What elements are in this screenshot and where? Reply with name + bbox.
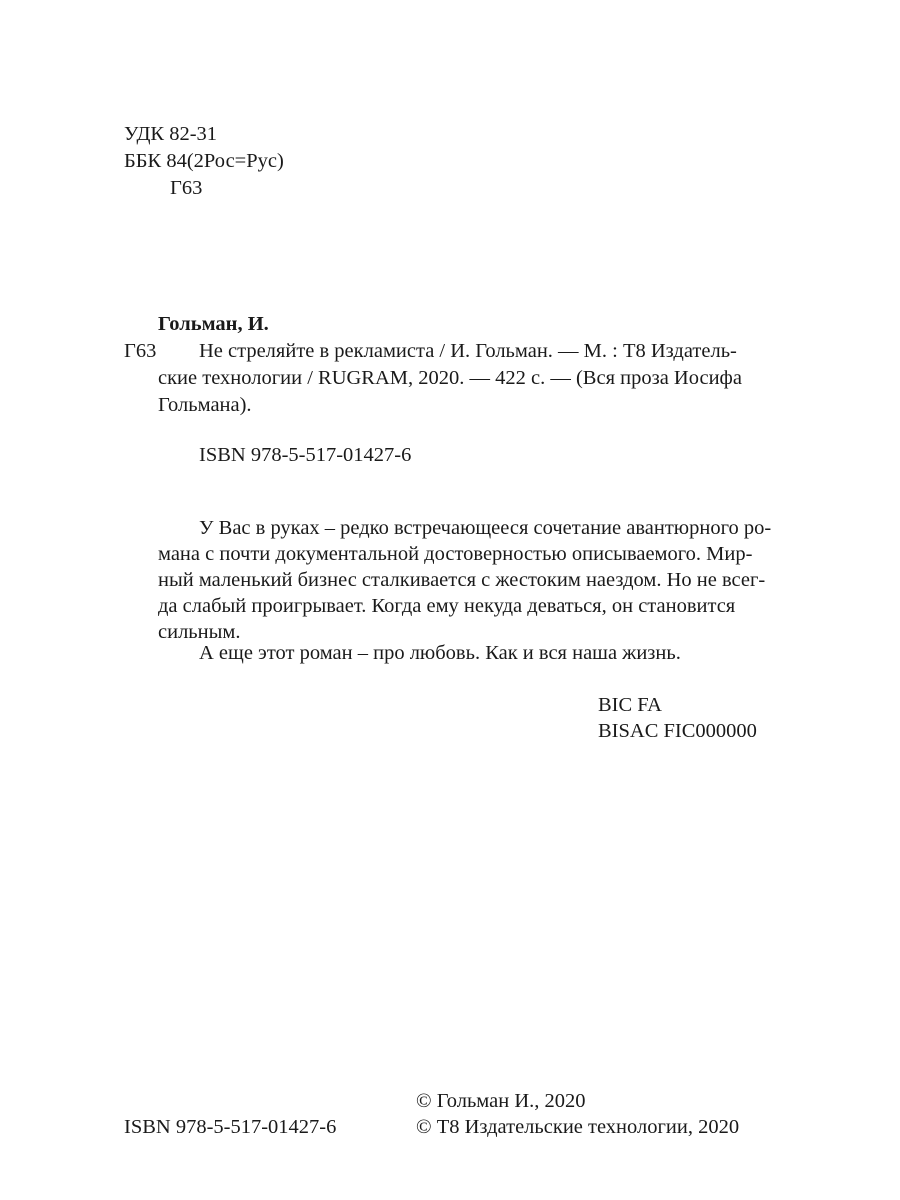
bibliography-author: Гольман, И. <box>158 313 269 335</box>
footer-isbn: ISBN 978-5-517-01427-6 <box>124 1116 337 1138</box>
abstract-line-4: да слабый проигрывает. Когда ему некуда деваться, он становится <box>158 595 736 617</box>
bibliography-mark: Г63 <box>124 340 157 362</box>
abstract-line-3: ный маленький бизнес сталкивается с жестоким наездом. Но не всег- <box>158 569 766 591</box>
bibliography-isbn: ISBN 978-5-517-01427-6 <box>199 444 412 466</box>
abstract-line-5: сильным. <box>158 621 241 643</box>
copyright-author: © Гольман И., 2020 <box>416 1090 586 1112</box>
bbk-code: ББК 84(2Рос=Рус) <box>124 150 284 172</box>
abstract-paragraph-2: А еще этот роман – про любовь. Как и вся наша жизнь. <box>199 642 681 664</box>
copyright-publisher: © Т8 Издательские технологии, 2020 <box>416 1116 740 1138</box>
bic-code: BIC FA <box>598 694 662 716</box>
bibliography-line-2: ские технологии / RUGRAM, 2020. — 422 с. — (Вся проза Иосифа <box>158 367 742 389</box>
bibliography-line-3: Гольмана). <box>158 394 252 416</box>
author-mark: Г63 <box>170 177 203 199</box>
abstract-line-1: У Вас в руках – редко встречающееся сочетание авантюрного ро- <box>199 517 772 539</box>
bibliography-line-1: Не стреляйте в рекламиста / И. Гольман. — М. : Т8 Издатель- <box>199 340 737 362</box>
abstract-line-2: мана с почти документальной достоверностью описываемого. Мир- <box>158 543 753 565</box>
bisac-code: BISAC FIC000000 <box>598 720 757 742</box>
udk-code: УДК 82-31 <box>124 123 218 145</box>
